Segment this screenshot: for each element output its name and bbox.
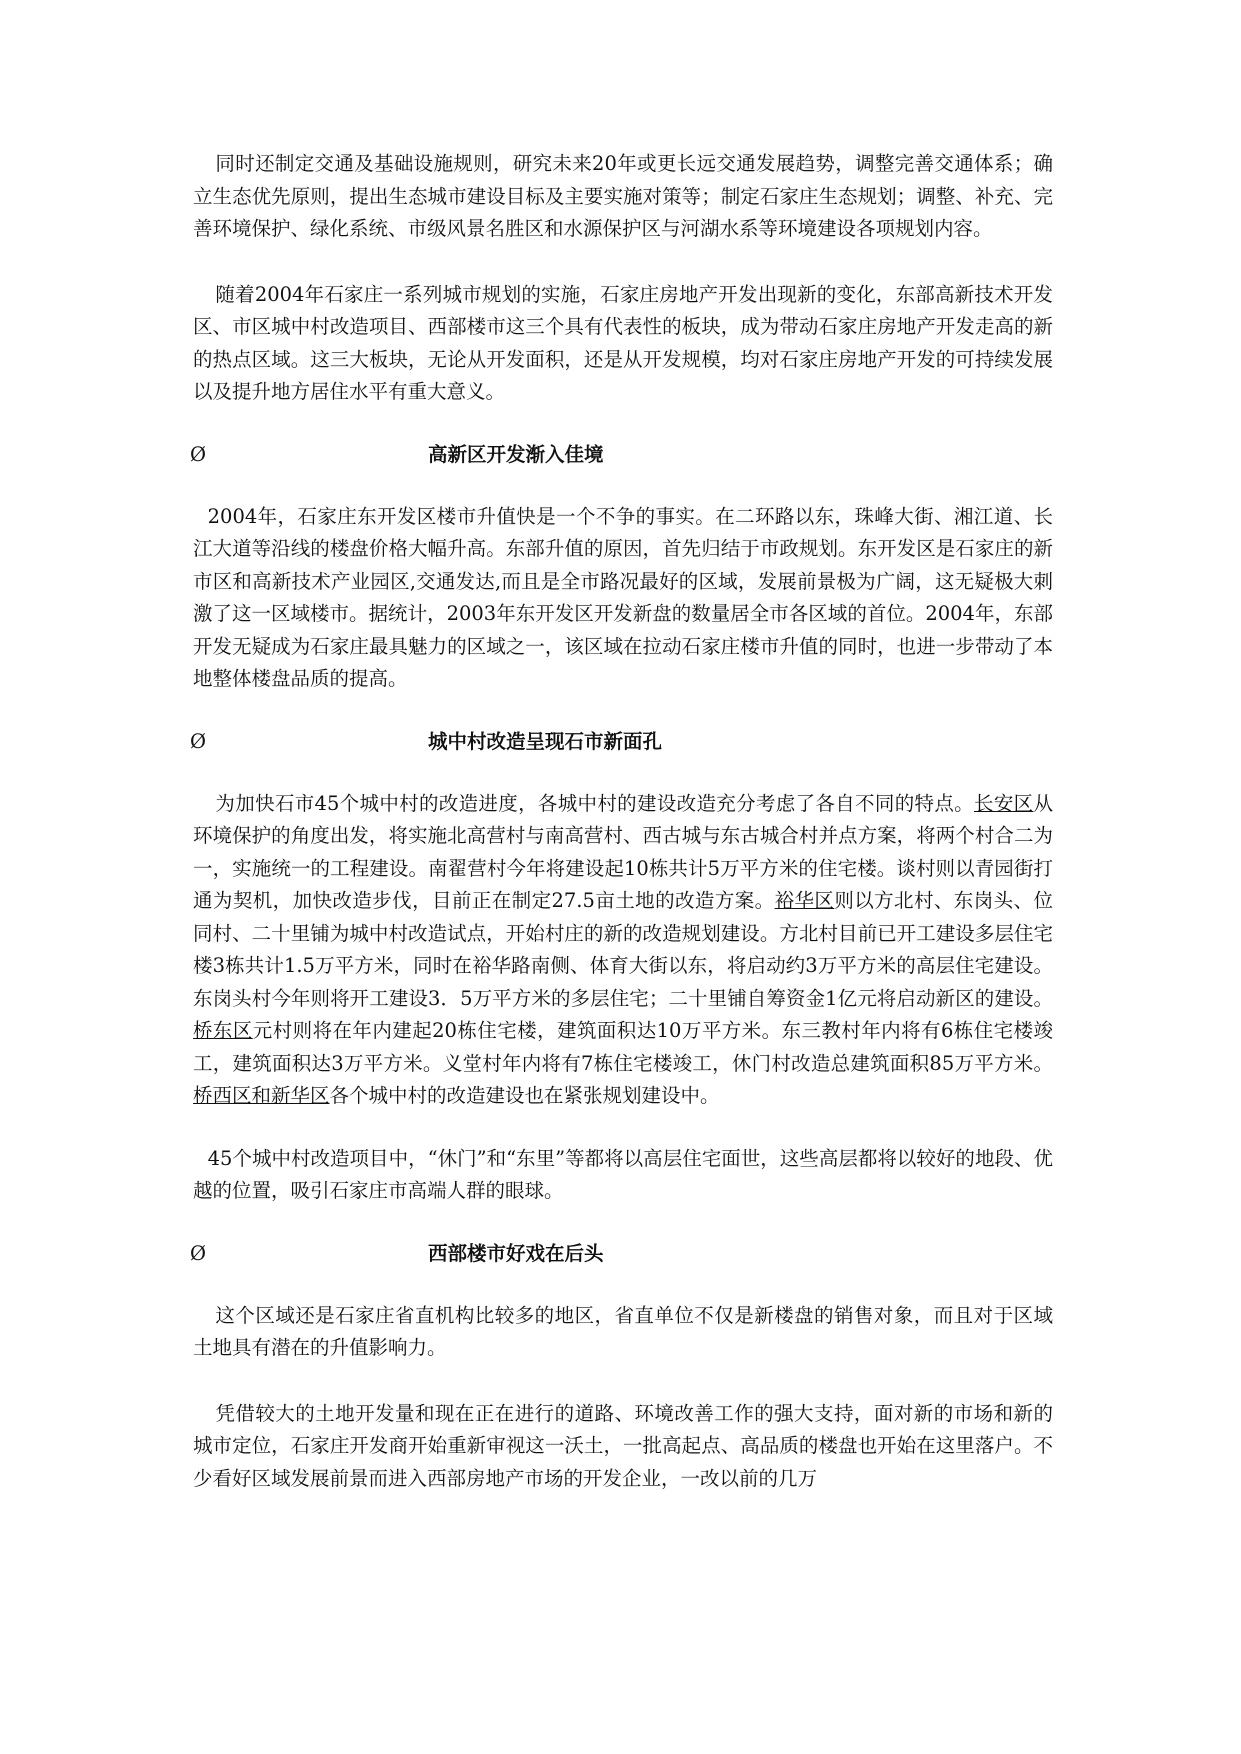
link-qiaodong-district[interactable]: 桥东区	[193, 1019, 253, 1042]
link-changan-district[interactable]: 长安区	[974, 791, 1034, 815]
text-run: 各个城中村的改造建设也在紧张规划建设中。	[329, 1084, 720, 1107]
paragraph-west-development: 凭借较大的土地开发量和现在正在进行的道路、环境改善工作的强大支持，面对新的市场和新的城市定位，石家庄开发商开始重新审视这一沃土，一批高起点、高品质的楼盘也开始在这里落户。不少看好区域发展前景而进入西部房地产市场的开发企业，一改以前的几万	[193, 1401, 1053, 1490]
section-title: 西部楼市好戏在后头	[428, 1241, 604, 1265]
text-run: 则以方北村、东岗头、位同村、二十里铺为城中村改造试点，开始村庄的新的改造规划建设。方北村目前已开工建设多层住宅楼3栋共计1.5万平方米，同时在裕华路南侧、体育大街以东，将启动约3万平方米的高层住宅建设。东岗头村今年则将开工建设3．5万平方米的多层住宅；二十里铺自筹资金1亿元将启动新区的建设。	[193, 889, 1053, 1010]
section-heading-high-tech-zone	[190, 439, 1053, 471]
link-yuhua-district[interactable]: 裕华区	[774, 889, 835, 912]
section-heading-west-market	[190, 1238, 1053, 1270]
paragraph-2004-planning: 随着2004年石家庄一系列城市规划的实施，石家庄房地产开发出现新的变化，东部高新技术开发区、市区城中村改造项目、西部楼市这三个具有代表性的板块，成为带动石家庄房地产开发走高的新的热点区域。这三大板块，无论从开发面积，还是从开发规模，均对石家庄房地产开发的可持续发展以及提升地方居住水平有重大意义。	[193, 282, 1053, 403]
text-run: 从环境保护的角度出发，将实施北高营村与南高营村、西古城与东古城合村并点方案，将两个村合二为一，实施统一的工程建设。南翟营村今年将建设起10栋共计5万平方米的住宅楼。谈村则以青园街打通为契机，加快改造步伐，目前正在制定27.5亩土地的改造方案。	[193, 791, 1053, 912]
section-title: 城中村改造呈现石市新面孔	[428, 729, 663, 753]
section-heading-urban-village	[190, 726, 1053, 758]
paragraph-provincial-institutions: 这个区域还是石家庄省直机构比较多的地区，省直单位不仅是新楼盘的销售对象，而且对于区域土地具有潜在的升值影响力。	[193, 1303, 1053, 1359]
section-title: 高新区开发渐入佳境	[428, 442, 604, 466]
bullet-icon: Ø	[190, 442, 206, 466]
document-page	[190, 148, 1053, 1495]
text-run: 为加快石市45个城中村的改造进度，各城中村的建设改造充分考虑了各自不同的特点。	[215, 791, 974, 815]
bullet-icon: Ø	[190, 729, 206, 753]
paragraph-urban-village-renovation	[193, 788, 1053, 1113]
text-run: 元村则将在年内建起20栋住宅楼，建筑面积达10万平方米。东三教村年内将有6栋住宅楼竣工，建筑面积达3万平方米。义堂村年内将有7栋住宅楼竣工，休门村改造总建筑面积85万平方米。	[193, 1019, 1053, 1075]
bullet-icon: Ø	[190, 1241, 206, 1265]
paragraph-high-rise-projects: 45个城中村改造项目中，“休门”和“东里”等都将以高层住宅面世，这些高层都将以较好的地段、优越的位置，吸引石家庄市高端人群的眼球。	[193, 1146, 1053, 1202]
paragraph-east-development-zone: 2004年，石家庄东开发区楼市升值快是一个不争的事实。在二环路以东，珠峰大街、湘江道、长江大道等沿线的楼盘价格大幅升高。东部升值的原因，首先归结于市政规划。东开发区是石家庄的新市区和高新技术产业园区,交通发达,而且是全市路况最好的区域，发展前景极为广阔，这无疑极大刺激了这一区域楼市。据统计，2003年东开发区开发新盘的数量居全市各区域的首位。2004年，东部开发无疑成为石家庄最具魅力的区域之一，该区域在拉动石家庄楼市升值的同时，也进一步带动了本地整体楼盘品质的提高。	[193, 504, 1053, 690]
link-qiaoxi-xinhua-district[interactable]: 桥西区和新华区	[193, 1084, 330, 1107]
paragraph-transport-planning: 同时还制定交通及基础设施规则，研究未来20年或更长远交通发展趋势，调整完善交通体系；确立生态优先原则，提出生态城市建设目标及主要实施对策等；制定石家庄生态规划；调整、补充、完善环境保护、绿化系统、市级风景名胜区和水源保护区与河湖水系等环境建设各项规划内容。	[193, 152, 1053, 240]
